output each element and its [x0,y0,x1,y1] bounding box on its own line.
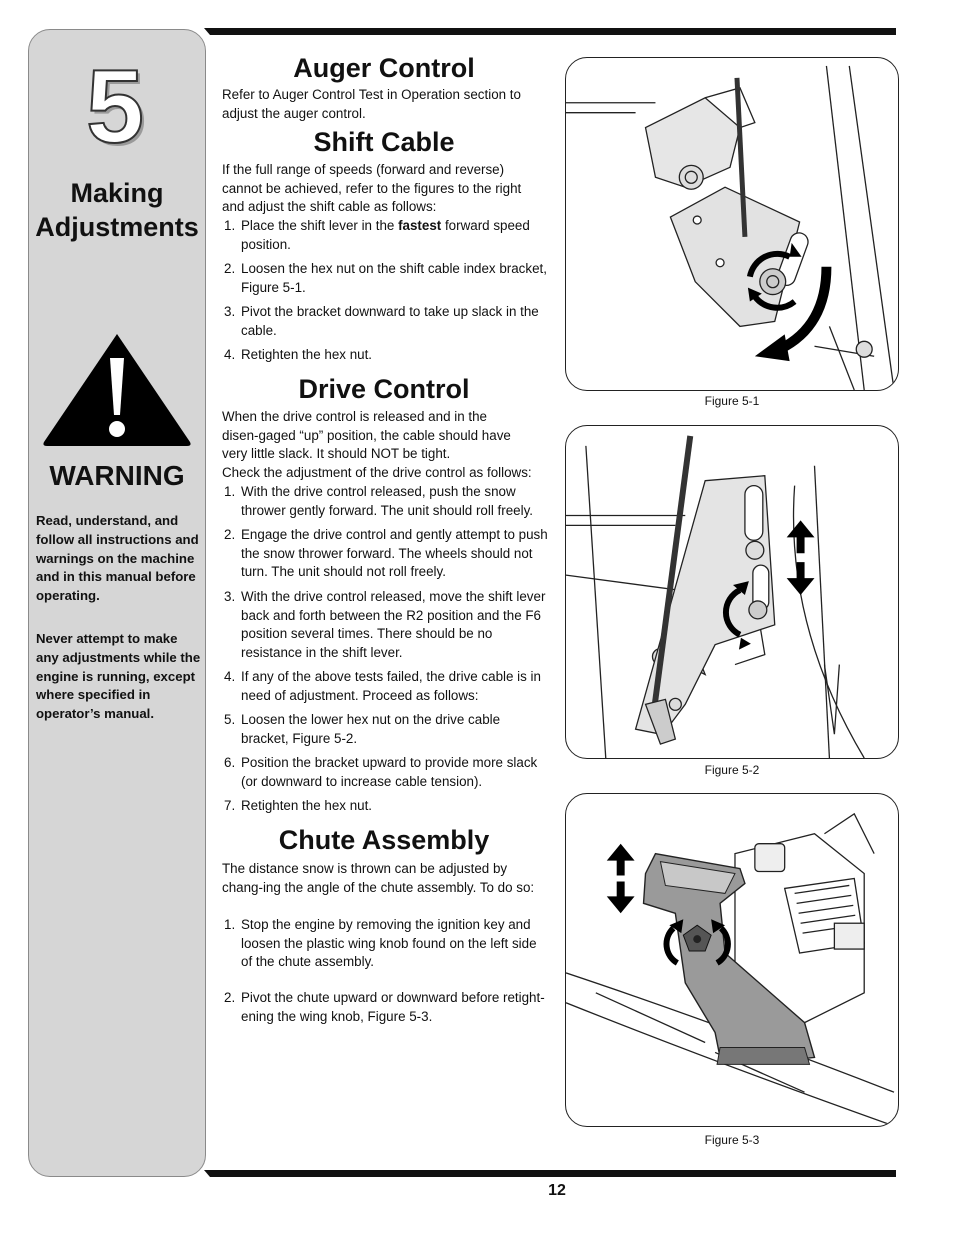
chute-assembly-intro: The distance snow is thrown can be adjusted by chang-ing the angle of the chute assembly. To do so: [222,861,535,895]
step-text: forward speed position. [241,218,530,252]
step-text: Stop the engine by removing the ignition key and loosen the plastic wing knob found on the left side of the chute assembly. [241,917,537,970]
chute-assembly-step-2 [222,989,550,1026]
figure-5-1 [565,57,899,391]
step-number: 3. [224,589,236,604]
shift-cable-step-4 [222,346,550,365]
drive-control-step-7 [222,797,550,816]
chute-assembly-illustration [566,794,898,1126]
step-text: Place the shift lever in the [241,218,399,233]
shift-cable-step-1 [222,217,550,254]
step-text: Retighten the hex nut. [241,798,373,813]
warning-text-engine: Never attempt to make any adjustments while the engine is running, except where specified in operator’s manual. [36,631,201,722]
shift-cable-step-3 [222,303,550,340]
step-number: 2. [224,261,236,276]
step-text: With the drive control released, push the snow thrower gently forward. The unit should roll freely. [241,484,534,518]
auger-control-text: Refer to Auger Control Test in Operation section to adjust the auger control. [222,87,521,121]
shift-cable-intro: If the full range of speeds (forward and reverse) cannot be achieved, refer to the figures to the right and adjust the shift cable as follows: [222,162,522,215]
shift-cable-bracket-illustration [566,58,898,390]
step-text-bold: fastest [398,218,442,233]
step-number: 6. [224,755,236,770]
chapter-title-line1: Making [70,178,164,208]
top-rule [210,28,896,35]
shift-cable-heading: Shift Cable [313,127,455,157]
drive-control-step-6 [222,754,550,791]
drive-control-heading: Drive Control [298,374,470,404]
warning-triangle-icon [40,330,194,448]
step-number: 2. [224,527,236,542]
figure-5-2-caption: Figure 5-2 [704,763,760,777]
chapter-number: 5 [86,49,144,165]
auger-control-heading: Auger Control [293,53,475,83]
chapter-title-line2: Adjustments [35,212,199,242]
drive-control-check: Check the adjustment of the drive control as follows: [222,465,532,480]
figure-5-3-caption: Figure 5-3 [704,1133,760,1147]
step-number: 1. [224,484,236,499]
shift-cable-step-2 [222,260,550,297]
figure-5-3 [565,793,899,1127]
step-number: 4. [224,669,236,684]
drive-control-step-3 [222,588,550,662]
step-text: Pivot the bracket downward to take up slack in the cable. [241,304,539,338]
step-number: 1. [224,218,236,233]
page-number: 12 [548,1182,566,1199]
drive-control-step-5 [222,711,550,748]
step-number: 2. [224,990,236,1005]
step-number: 1. [224,917,236,932]
drive-control-step-1 [222,483,550,520]
step-number: 5. [224,712,236,727]
chute-assembly-step-1 [222,916,550,972]
step-text: Retighten the hex nut. [241,347,373,362]
step-number: 4. [224,347,236,362]
step-text: With the drive control released, move the shift lever back and forth between the R2 position and the F6 position several times. There should be no resistance in the shift lever. [241,589,546,660]
drive-control-step-2 [222,526,550,582]
step-number: 7. [224,798,236,813]
drive-control-intro: When the drive control is released and in the disen-gaged “up” position, the cable should have very little slack. It should NOT be tight. [222,409,511,462]
warning-text-read: Read, understand, and follow all instructions and warnings on the machine and in this manual before operating. [36,513,199,604]
step-text: Pivot the chute upward or downward before retight-ening the wing knob, Figure 5-3. [241,990,545,1024]
bottom-rule [210,1170,896,1177]
step-text: Loosen the lower hex nut on the drive cable bracket, Figure 5-2. [241,712,501,746]
step-number: 3. [224,304,236,319]
step-text: Engage the drive control and gently attempt to push the snow thrower forward. The wheels should not turn. The unit should not roll freely. [241,527,548,580]
warning-heading: WARNING [49,460,185,491]
drive-control-step-4 [222,668,550,705]
drive-cable-bracket-illustration [566,426,898,758]
step-text: Loosen the hex nut on the shift cable index bracket, Figure 5-1. [241,261,547,295]
figure-5-1-caption: Figure 5-1 [704,394,760,408]
step-text: If any of the above tests failed, the drive cable is in need of adjustment. Proceed as follows: [241,669,541,703]
chapter-title [28,176,206,244]
step-text: Position the bracket upward to provide more slack (or downward to increase cable tension). [241,755,538,789]
chute-assembly-heading: Chute Assembly [278,825,490,855]
figure-5-2 [565,425,899,759]
